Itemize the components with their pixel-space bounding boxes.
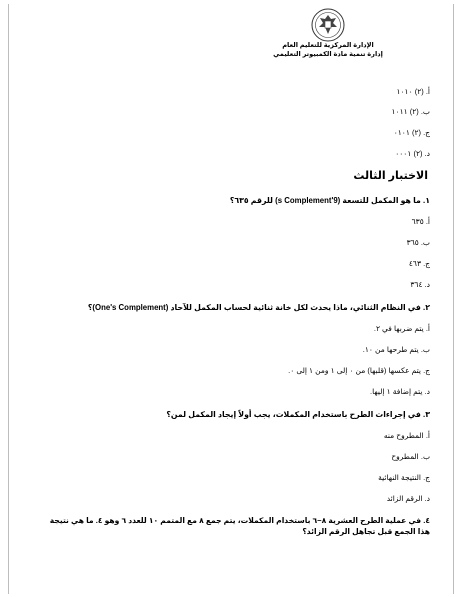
list-item: أ. المطروح منه xyxy=(383,431,430,440)
list-item: أ. يتم ضربها في ٢. xyxy=(373,324,430,333)
list-item: د. يتم إضافة ١ إليها. xyxy=(370,387,430,396)
list-item: ب. المطروح xyxy=(391,452,430,461)
question-3: ٣. في إجراءات الطرح باستخدام المكملات، يجب أولاً إيجاد المكمل لمن؟ xyxy=(166,410,430,419)
header xyxy=(228,8,428,59)
list-item: ب. يتم طرحها من ١٠. xyxy=(362,345,430,354)
question-1: ١. ما هو المكمل للتسعة (9's Complement) للرقم ٦٣٥؟ xyxy=(229,196,430,205)
list-item: ب. (٢) ١٠١١ xyxy=(391,107,430,116)
list-item: ب. ٣٦٥ xyxy=(406,238,430,247)
list-item: ج. ٤٦٣ xyxy=(408,259,430,268)
list-item: ج. يتم عكسها (قلبها) من ٠ إلى ١ ومن ١ إلى ٠. xyxy=(288,366,430,375)
question-2: ٢. في النظام الثنائي، ماذا يحدث لكل خانة ثنائية لحساب المكمل للآحاد (One's Complement)؟ xyxy=(87,303,430,312)
list-item: د. (٢) ٠٠٠١ xyxy=(395,149,430,158)
list-item: أ. (٢) ١٠١٠ xyxy=(396,87,430,96)
list-item: د. ٣٦٤ xyxy=(410,280,430,289)
header-line-2: إدارة تنمية مادة الكمبيوتر التعليمي xyxy=(273,50,383,58)
section-title: الاختبار الثالث xyxy=(353,170,428,182)
list-item: ج. النتيجة النهائية xyxy=(378,473,430,482)
header-line-1: الإدارة المركزية للتعليم العام xyxy=(282,42,374,49)
list-item: د. الرقم الزائد xyxy=(386,494,430,503)
list-item: ج. (٢) ٠١٠١ xyxy=(393,128,430,137)
list-item: أ. ٦٣٥ xyxy=(411,217,430,226)
ministry-logo-icon xyxy=(311,8,345,42)
question-4: ٤. في عملية الطرح العشرية ٨−٦ باستخدام المكملات، يتم جمع ٨ مع المتمم ١٠ للعدد ٦ وهو ٤. ما هي نتيجة هذا الجمع قبل تجاهل الرقم الزائد؟ xyxy=(49,516,430,536)
